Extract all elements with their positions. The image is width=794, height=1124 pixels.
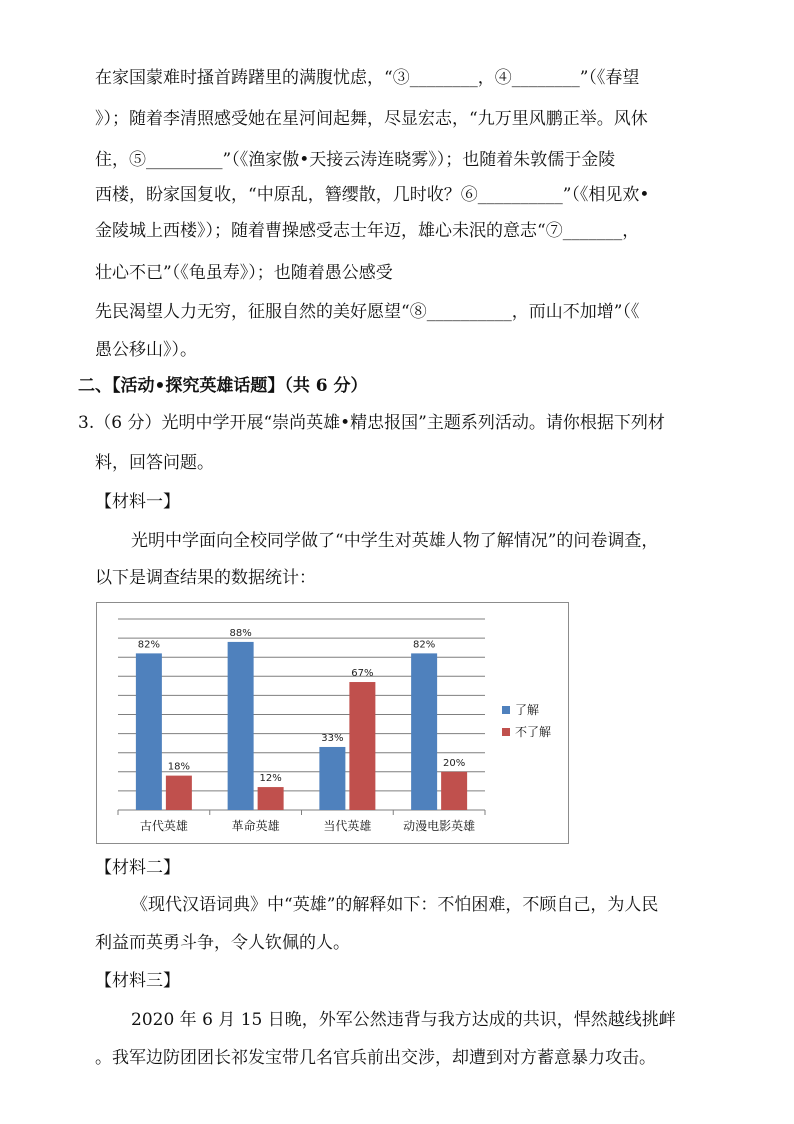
material2-paragraph-1: 《现代汉语词典》中“英雄”的解释如下：不怕困难，不顾自己，为人民 (131, 895, 659, 915)
section-heading: 二、【活动•探究英雄话题】（共 6 分） (78, 376, 368, 396)
bar-known (136, 653, 162, 810)
poem-line-5: 金陵城上西楼》）；随着曹操感受志士年迈，雄心未泯的意志“⑦_______， (95, 221, 640, 241)
data-label: 67% (351, 668, 374, 680)
poem-line-4: 西楼，盼家国复收，“中原乱，簪缨散，几时收？⑥__________”（《相见欢• (95, 185, 650, 205)
poem-line-3: 住，⑤_________”（《渔家傲•天接云涛连晓雾》）；也随着朱敦儒于金陵 (95, 150, 616, 170)
poem-line-1: 在家国蒙难时搔首踌躇里的满腹忧虑，“③________，④________”（《春望 (95, 68, 640, 88)
poem-line-7: 先民渴望人力无穷，征服自然的美好愿望“⑧__________，而山不加增”（《 (95, 302, 640, 322)
poem-line-6: 壮心不已”（《龟虽寿》）；也随着愚公感受 (95, 263, 393, 283)
legend-label: 不了解 (515, 725, 552, 739)
poem-line-8: 愚公移山》）。 (95, 340, 197, 360)
question-line-1: 3.（6 分）光明中学开展“崇尚英雄•精忠报国”主题系列活动。请你根据下列材 (78, 413, 665, 433)
poem-line-2: 》）；随着李清照感受她在星河间起舞，尽显宏志，“九万里风鹏正举。风休 (95, 109, 648, 129)
material1-paragraph-2: 以下是调查结果的数据统计： (95, 568, 316, 588)
x-tick-label: 动漫电影英雄 (403, 819, 476, 833)
material1-paragraph-1: 光明中学面向全校同学做了“中学生对英雄人物了解情况”的问卷调查， (131, 531, 659, 551)
material3-paragraph-2: 。我军边防团团长祁发宝带几名官兵前出交涉，却遭到对方蓄意暴力攻击。 (95, 1048, 656, 1068)
data-label: 12% (259, 773, 282, 785)
bar-known (319, 747, 345, 810)
bar-unknown (349, 682, 375, 810)
data-label: 20% (443, 757, 466, 769)
x-tick-label: 古代英雄 (139, 819, 188, 833)
legend-swatch (502, 728, 510, 736)
survey-chart (96, 602, 569, 844)
x-tick-label: 当代英雄 (323, 819, 372, 833)
question-line-2: 料，回答问题。 (95, 453, 214, 473)
bar-known (411, 653, 437, 810)
bar-unknown (441, 772, 467, 810)
data-label: 82% (137, 639, 160, 651)
bar-unknown (166, 776, 192, 810)
bar-unknown (258, 787, 284, 810)
data-label: 33% (321, 732, 344, 744)
legend-label: 了解 (515, 703, 540, 717)
data-label: 88% (229, 627, 252, 639)
material3-paragraph-1: 2020 年 6 月 15 日晚，外军公然违背与我方达成的共识，悍然越线挑衅 (131, 1010, 676, 1030)
material2-paragraph-2: 利益而英勇斗争，令人钦佩的人。 (95, 933, 350, 953)
legend-swatch (502, 706, 510, 714)
material3-label: 【材料三】 (95, 971, 180, 991)
material2-label: 【材料二】 (95, 858, 180, 878)
x-tick-label: 革命英雄 (231, 819, 280, 833)
material1-label: 【材料一】 (95, 492, 180, 512)
survey-chart-svg (97, 603, 568, 843)
bar-known (228, 642, 254, 810)
data-label: 18% (167, 761, 190, 773)
data-label: 82% (413, 639, 436, 651)
